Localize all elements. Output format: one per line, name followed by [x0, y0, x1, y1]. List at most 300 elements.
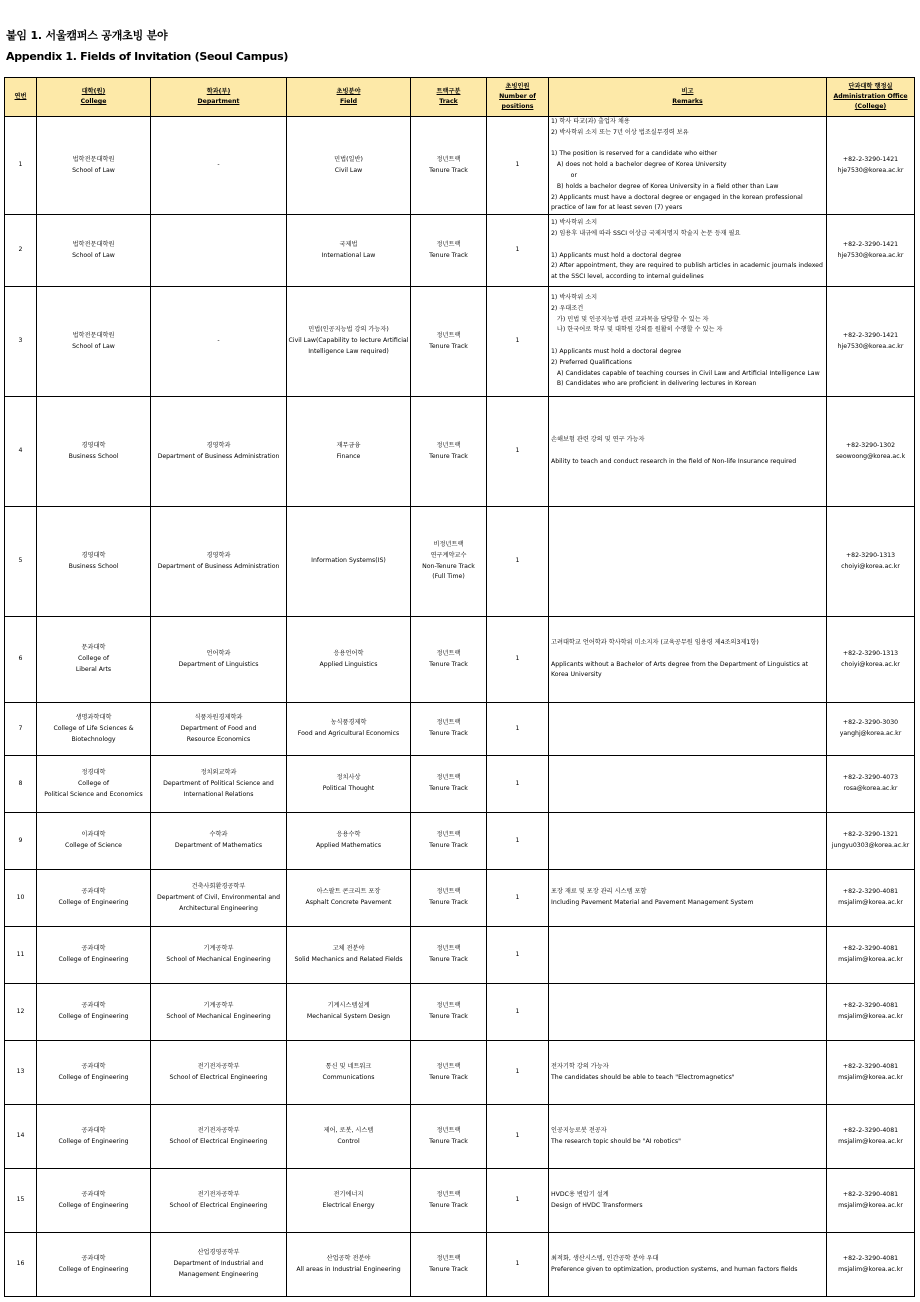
- cell-department: [151, 397, 287, 507]
- cell-field: [287, 984, 411, 1041]
- cell-track-line: 정년트랙: [436, 649, 461, 657]
- cell-field-line: 아스팔트 콘크리트 포장: [316, 888, 381, 896]
- cell-field: [287, 870, 411, 927]
- cell-college-line: College of Engineering: [58, 1137, 129, 1145]
- cell-remarks-line: 손해보험 관련 강의 및 연구 가능자: [551, 436, 645, 444]
- cell-field-line: Finance: [336, 452, 361, 460]
- cell-department-line: Department of Industrial and: [173, 1260, 264, 1268]
- cell-track-line: 정년트랙: [436, 1002, 461, 1010]
- cell-college-line: College of Engineering: [58, 1073, 129, 1081]
- table-row: [5, 813, 915, 870]
- cell-office: [827, 1233, 915, 1297]
- cell-field-line: All areas in Industrial Engineering: [296, 1265, 401, 1273]
- cell-office-line: hje7530@korea.ac.kr: [837, 342, 904, 350]
- cell-college-line: College of Science: [65, 842, 122, 850]
- cell-remarks-line: Preference given to optimization, production systems, and human factors fields: [551, 1265, 798, 1273]
- cell-department-line: Department of Food and: [180, 724, 257, 732]
- cell-department-line: 경영학과: [206, 441, 231, 449]
- cell-track-line: Tenure Track: [429, 785, 468, 793]
- cell-no: 6: [5, 617, 37, 703]
- cell-college-line: 공과대학: [81, 1254, 106, 1262]
- cell-department: [151, 813, 287, 870]
- cell-department-line: School of Electrical Engineering: [169, 1073, 268, 1081]
- cell-track-line: 정년트랙: [436, 888, 461, 896]
- cell-field-line: 국제법: [339, 240, 358, 248]
- cell-college: [37, 215, 151, 287]
- cell-department: [151, 215, 287, 287]
- header-department: 학과(부) Department: [151, 78, 287, 117]
- cell-office-line: +82-2-3290-1321: [842, 831, 899, 839]
- cell-positions: 1: [487, 703, 549, 756]
- cell-office-line: +82-2-3290-1421: [842, 155, 899, 163]
- table-row: [5, 1105, 915, 1169]
- cell-college-line: College of Life Sciences &: [53, 724, 134, 732]
- cell-college-line: School of Law: [72, 251, 115, 259]
- cell-track-line: Tenure Track: [429, 166, 468, 174]
- cell-office: [827, 870, 915, 927]
- cell-department-line: School of Mechanical Engineering: [166, 956, 271, 964]
- cell-no: 14: [5, 1105, 37, 1169]
- cell-department-line: 정치외교학과: [200, 768, 237, 776]
- table-row: [5, 1233, 915, 1297]
- cell-office: [827, 397, 915, 507]
- cell-no: 9: [5, 813, 37, 870]
- cell-field-line: 기계시스템설계: [327, 1002, 370, 1010]
- cell-college: [37, 870, 151, 927]
- cell-field-line: Information Systems(IS): [311, 557, 386, 565]
- cell-college-line: 공과대학: [81, 1190, 106, 1198]
- cell-remarks-line: 포장 재료 및 포장 관리 시스템 포함: [551, 888, 647, 896]
- header-positions: 초빙인원 Number of positions: [487, 78, 549, 117]
- cell-college-line: Biotechnology: [71, 735, 116, 743]
- cell-college-line: 문과대학: [81, 644, 106, 652]
- cell-office-line: msjalim@korea.ac.kr: [838, 1201, 903, 1209]
- cell-department-line: Department of Business Administration: [157, 452, 280, 460]
- cell-remarks-line: 1) 박사학위 소지: [551, 294, 598, 302]
- cell-track: [411, 927, 487, 984]
- cell-office-line: +82-3290-1302: [845, 441, 896, 449]
- cell-office-line: +82-2-3290-4081: [842, 1190, 899, 1198]
- cell-college: [37, 1233, 151, 1297]
- page-title-korean: 붙임 1. 서울캠퍼스 공개초빙 분야: [6, 29, 168, 42]
- cell-remarks-line: 인공지능로봇 전공자: [551, 1126, 607, 1134]
- cell-department-line: 식품자원경제학과: [194, 713, 243, 721]
- cell-office-line: +82-2-3290-1313: [842, 649, 899, 657]
- cell-office-line: msjalim@korea.ac.kr: [838, 1013, 903, 1021]
- cell-remarks-line: 고려대학교 언어학과 학사학위 미소지자 (교육공무원 임용령 제4조의3제1항): [551, 639, 759, 647]
- cell-no: 8: [5, 756, 37, 813]
- cell-field: [287, 1169, 411, 1233]
- cell-field-line: 응용언어학: [333, 649, 364, 657]
- table-row: [5, 756, 915, 813]
- cell-office: [827, 703, 915, 756]
- cell-track: [411, 1169, 487, 1233]
- cell-college: [37, 813, 151, 870]
- cell-remarks: [549, 215, 827, 287]
- cell-field: [287, 756, 411, 813]
- cell-track-line: Tenure Track: [429, 452, 468, 460]
- cell-department: [151, 1233, 287, 1297]
- cell-track-line: 정년트랙: [436, 945, 461, 953]
- cell-remarks-line: 가) 민법 및 인공지능법 관련 교과목을 담당할 수 있는 자: [551, 315, 709, 323]
- cell-positions: 1: [487, 927, 549, 984]
- cell-college-line: 이과대학: [81, 831, 106, 839]
- cell-field-line: Asphalt Concrete Pavement: [305, 899, 392, 907]
- cell-field-line: Communications: [322, 1073, 375, 1081]
- cell-department-line: [152, 245, 285, 256]
- cell-field: [287, 813, 411, 870]
- cell-office-line: +82-2-3290-4081: [842, 1254, 899, 1262]
- cell-department-line: -: [217, 337, 220, 345]
- cell-department: [151, 756, 287, 813]
- cell-remarks-line: Applicants without a Bachelor of Arts degree from the Department of Linguistics at Korea University: [551, 660, 811, 679]
- cell-track: [411, 703, 487, 756]
- cell-field-line: Civil Law: [334, 166, 363, 174]
- cell-field-line: Food and Agricultural Economics: [297, 730, 400, 738]
- cell-remarks-line: 2) Applicants must have a doctoral degree or engaged in the korean professional practice of law for at least seven (7) years: [551, 193, 805, 212]
- cell-field-line: Civil Law(Capability to lecture Artificial Intelligence Law required): [288, 337, 409, 356]
- cell-college-line: College of Engineering: [58, 1013, 129, 1021]
- cell-office: [827, 756, 915, 813]
- cell-no: 1: [5, 117, 37, 215]
- cell-college-line: 법학전문대학원: [72, 240, 115, 248]
- cell-office: [827, 1041, 915, 1105]
- cell-office: [827, 927, 915, 984]
- cell-remarks-line: 1) 학사 타교(과) 출업자 채용: [551, 118, 630, 125]
- cell-college: [37, 927, 151, 984]
- cell-track-line: Tenure Track: [429, 899, 468, 907]
- header-office: 단과대학 행정실 Administration Office (College): [827, 78, 915, 117]
- cell-remarks-line: Design of HVDC Transformers: [551, 1201, 643, 1209]
- cell-remarks: [549, 507, 827, 617]
- cell-college-line: 생명과학대학: [75, 713, 112, 721]
- cell-field: [287, 927, 411, 984]
- cell-field: [287, 1105, 411, 1169]
- cell-department: [151, 507, 287, 617]
- cell-college-line: 공과대학: [81, 1126, 106, 1134]
- cell-remarks-line: B) Candidates who are proficient in delivering lectures in Korean: [551, 380, 757, 388]
- cell-track: [411, 507, 487, 617]
- cell-remarks-line: [551, 240, 825, 251]
- cell-remarks-line: HVDC용 변압기 설계: [551, 1190, 609, 1198]
- cell-office-line: choiyi@korea.ac.kr: [841, 660, 900, 668]
- table-row: [5, 397, 915, 507]
- cell-office-line: +82-2-3290-4081: [842, 945, 899, 953]
- header-remarks: 비고 Remarks: [549, 78, 827, 117]
- cell-no: 5: [5, 507, 37, 617]
- cell-department-line: Department of Mathematics: [174, 842, 263, 850]
- cell-college-line: College of Engineering: [58, 1265, 129, 1273]
- cell-college: [37, 617, 151, 703]
- cell-track-line: (Full Time): [432, 573, 465, 581]
- cell-remarks: [549, 1233, 827, 1297]
- cell-remarks-line: or: [551, 171, 578, 179]
- cell-remarks-line: 나) 한국어로 학부 및 대학원 강의를 원활히 수행할 수 있는 자: [551, 326, 723, 334]
- cell-track-line: 정년트랙: [436, 155, 461, 163]
- cell-track-line: Tenure Track: [429, 342, 468, 350]
- cell-field-line: 정치사상: [336, 774, 361, 782]
- cell-remarks: [549, 870, 827, 927]
- cell-field: [287, 507, 411, 617]
- cell-no: 10: [5, 870, 37, 927]
- cell-office-line: hje7530@korea.ac.kr: [837, 166, 904, 174]
- cell-track-line: 정년트랙: [436, 1254, 461, 1262]
- cell-field: [287, 617, 411, 703]
- cell-remarks: [549, 813, 827, 870]
- cell-department: [151, 287, 287, 397]
- cell-department-line: Department of Linguistics: [178, 660, 259, 668]
- cell-office-line: +82-2-3290-4073: [842, 774, 899, 782]
- cell-positions: 1: [487, 813, 549, 870]
- table-body: [5, 117, 915, 1297]
- table-row: [5, 287, 915, 397]
- cell-field-line: 응용수학: [336, 831, 361, 839]
- cell-college-line: Political Science and Economics: [44, 790, 143, 798]
- cell-office: [827, 117, 915, 215]
- cell-track: [411, 397, 487, 507]
- cell-college: [37, 703, 151, 756]
- table-row: [5, 870, 915, 927]
- cell-office: [827, 984, 915, 1041]
- cell-remarks: [549, 984, 827, 1041]
- cell-field: [287, 287, 411, 397]
- cell-department: [151, 1105, 287, 1169]
- cell-track-line: Tenure Track: [429, 1073, 468, 1081]
- cell-positions: 1: [487, 507, 549, 617]
- cell-track-line: 연구계약교수: [430, 551, 467, 559]
- cell-college-line: 공과대학: [81, 945, 106, 953]
- cell-remarks-line: 2) 임용후 내규에 따라 SSCI 이상급 국제저명지 학술지 논문 등재 필요: [551, 230, 741, 238]
- cell-remarks-line: A) does not hold a bachelor degree of Korea University: [551, 161, 727, 169]
- cell-department-line: 전기전자공학부: [197, 1126, 240, 1134]
- cell-department-line: International Relations: [183, 790, 254, 798]
- cell-field: [287, 703, 411, 756]
- cell-track: [411, 1041, 487, 1105]
- cell-office: [827, 215, 915, 287]
- cell-college-line: 경영대학: [81, 441, 106, 449]
- table-row: [5, 1169, 915, 1233]
- cell-college-line: College of Engineering: [58, 899, 129, 907]
- cell-track-line: 정년트랙: [436, 331, 461, 339]
- cell-department-line: 기계공학부: [203, 1002, 234, 1010]
- table-row: [5, 927, 915, 984]
- cell-office-line: choiyi@korea.ac.kr: [841, 562, 900, 570]
- cell-track: [411, 617, 487, 703]
- cell-field: [287, 215, 411, 287]
- cell-department-line: 경영학과: [206, 551, 231, 559]
- table-row: [5, 507, 915, 617]
- cell-positions: 1: [487, 117, 549, 215]
- page-title-english: Appendix 1. Fields of Invitation (Seoul Campus): [6, 50, 289, 63]
- cell-remarks: [549, 287, 827, 397]
- cell-field-line: Political Thought: [322, 785, 375, 793]
- cell-track-line: 정년트랙: [436, 240, 461, 248]
- cell-college-line: School of Law: [72, 166, 115, 174]
- cell-remarks-line: 최적화, 생산시스템, 인간공학 분야 우대: [551, 1254, 659, 1262]
- cell-college: [37, 1105, 151, 1169]
- cell-positions: 1: [487, 1041, 549, 1105]
- cell-track-line: 정년트랙: [436, 1062, 461, 1070]
- cell-college-line: 공과대학: [81, 1002, 106, 1010]
- cell-department: [151, 1169, 287, 1233]
- cell-office: [827, 1105, 915, 1169]
- cell-college: [37, 756, 151, 813]
- cell-track: [411, 1233, 487, 1297]
- cell-remarks: [549, 1041, 827, 1105]
- header-field: 초빙분야 Field: [287, 78, 411, 117]
- cell-track-line: Tenure Track: [429, 956, 468, 964]
- cell-office-line: yanghj@korea.ac.kr: [839, 730, 902, 738]
- cell-track-line: Tenure Track: [429, 1265, 468, 1273]
- cell-track: [411, 984, 487, 1041]
- cell-remarks: [549, 117, 827, 215]
- cell-positions: 1: [487, 617, 549, 703]
- cell-department-line: Department of Civil, Environmental and: [156, 893, 281, 901]
- cell-office-line: rosa@korea.ac.kr: [843, 785, 898, 793]
- cell-college-line: 공과대학: [81, 1062, 106, 1070]
- cell-remarks: [549, 703, 827, 756]
- cell-track-line: 비정년트랙: [433, 541, 464, 549]
- cell-track-line: Tenure Track: [429, 660, 468, 668]
- cell-office-line: +82-2-3290-4081: [842, 888, 899, 896]
- cell-college: [37, 984, 151, 1041]
- cell-department: [151, 870, 287, 927]
- cell-department-line: 수학과: [209, 831, 228, 839]
- cell-remarks-line: Including Pavement Material and Pavement Management System: [551, 899, 754, 907]
- cell-track-line: Tenure Track: [429, 730, 468, 738]
- cell-remarks-line: 1) The position is reserved for a candidate who either: [551, 150, 718, 158]
- cell-positions: 1: [487, 984, 549, 1041]
- cell-field-line: Solid Mechanics and Related Fields: [294, 956, 403, 964]
- cell-field-line: 농식품경제학: [330, 719, 367, 727]
- cell-track-line: Tenure Track: [429, 842, 468, 850]
- cell-field-line: 산업공학 전분야: [326, 1254, 371, 1262]
- cell-department-line: Resource Economics: [186, 735, 251, 743]
- cell-office-line: +82-2-3290-3030: [842, 719, 899, 727]
- cell-remarks: [549, 1169, 827, 1233]
- cell-department-line: 건축사회환경공학부: [191, 882, 246, 890]
- cell-track: [411, 287, 487, 397]
- cell-office-line: msjalim@korea.ac.kr: [838, 1265, 903, 1273]
- cell-remarks-line: 2) 박사학위 소지 또는 7년 이상 법조실무경력 보유: [551, 128, 689, 136]
- cell-track: [411, 215, 487, 287]
- cell-office-line: +82-2-3290-1421: [842, 331, 899, 339]
- cell-remarks-line: B) holds a bachelor degree of Korea University in a field other than Law: [551, 182, 779, 190]
- cell-department: [151, 703, 287, 756]
- cell-field-line: Electrical Energy: [322, 1201, 375, 1209]
- cell-track-line: 정년트랙: [436, 774, 461, 782]
- cell-positions: 1: [487, 756, 549, 813]
- cell-no: 16: [5, 1233, 37, 1297]
- cell-remarks-line: [551, 336, 825, 347]
- cell-no: 4: [5, 397, 37, 507]
- cell-track: [411, 1105, 487, 1169]
- cell-track-line: Tenure Track: [429, 1013, 468, 1021]
- cell-department-line: 산업경영공학부: [197, 1249, 240, 1257]
- cell-field: [287, 1233, 411, 1297]
- cell-department-line: -: [217, 161, 220, 169]
- cell-remarks-line: 2) After appointment, they are required to publish articles in academic journals indexed at the SSCI level, according to internal guidelines: [551, 262, 825, 281]
- table-row: [5, 1041, 915, 1105]
- header-no: 연번: [5, 78, 37, 117]
- cell-college-line: College of Engineering: [58, 956, 129, 964]
- cell-remarks-line: The research topic should be "AI robotics": [551, 1137, 681, 1145]
- cell-office: [827, 617, 915, 703]
- cell-office-line: +82-3290-1313: [845, 551, 896, 559]
- cell-no: 3: [5, 287, 37, 397]
- cell-department: [151, 617, 287, 703]
- cell-college-line: 공과대학: [81, 888, 106, 896]
- cell-positions: 1: [487, 1169, 549, 1233]
- cell-no: 2: [5, 215, 37, 287]
- cell-remarks-line: The candidates should be able to teach "Electromagnetics": [551, 1073, 735, 1081]
- cell-track-line: 정년트랙: [436, 1190, 461, 1198]
- cell-track-line: Tenure Track: [429, 1201, 468, 1209]
- cell-college-line: College of: [77, 779, 110, 787]
- cell-department-line: Department of Political Science and: [163, 779, 274, 787]
- cell-no: 13: [5, 1041, 37, 1105]
- cell-field-line: Applied Mathematics: [315, 842, 382, 850]
- cell-field-line: 통신 및 네트워크: [325, 1062, 372, 1070]
- cell-field-line: International Law: [321, 251, 376, 259]
- cell-college-line: 법학전문대학원: [72, 155, 115, 163]
- cell-remarks-line: 1) Applicants must hold a doctoral degree: [551, 348, 682, 356]
- cell-office-line: jungyu0303@korea.ac.kr: [831, 842, 910, 850]
- cell-college-line: Liberal Arts: [75, 666, 112, 674]
- cell-field: [287, 1041, 411, 1105]
- cell-college: [37, 287, 151, 397]
- cell-field: [287, 117, 411, 215]
- cell-department-line: 기계공학부: [203, 945, 234, 953]
- cell-college-line: 정경대학: [81, 768, 106, 776]
- cell-remarks: [549, 397, 827, 507]
- cell-office-line: hje7530@korea.ac.kr: [837, 251, 904, 259]
- cell-office-line: +82-2-3290-4081: [842, 1126, 899, 1134]
- cell-track-line: Non-Tenure Track: [422, 562, 475, 570]
- cell-field-line: Mechanical System Design: [306, 1013, 391, 1021]
- cell-office-line: +82-2-3290-1421: [842, 240, 899, 248]
- cell-department-line: School of Mechanical Engineering: [166, 1013, 271, 1021]
- cell-no: 11: [5, 927, 37, 984]
- cell-department: [151, 984, 287, 1041]
- cell-field-line: Applied Linguistics: [319, 660, 378, 668]
- cell-office-line: +82-2-3290-4081: [842, 1062, 899, 1070]
- cell-office-line: seowoong@korea.ac.k: [835, 452, 906, 460]
- cell-department-line: School of Electrical Engineering: [169, 1201, 268, 1209]
- cell-college: [37, 397, 151, 507]
- cell-field-line: 고체 전분야: [332, 945, 365, 953]
- cell-department-line: 언어학과: [206, 649, 231, 657]
- table-row: [5, 117, 915, 215]
- cell-department-line: 전기전자공학부: [197, 1062, 240, 1070]
- cell-no: 15: [5, 1169, 37, 1233]
- cell-remarks: [549, 927, 827, 984]
- cell-college-line: College of: [77, 655, 110, 663]
- cell-remarks-line: A) Candidates capable of teaching courses in Civil Law and Artificial Intelligence Law: [551, 369, 820, 377]
- cell-track: [411, 813, 487, 870]
- header-college: 대학(원) College: [37, 78, 151, 117]
- cell-office: [827, 507, 915, 617]
- cell-track: [411, 870, 487, 927]
- cell-remarks: [549, 617, 827, 703]
- table-row: [5, 984, 915, 1041]
- table-row: [5, 617, 915, 703]
- cell-remarks-line: 1) Applicants must hold a doctoral degree: [551, 251, 682, 259]
- cell-college-line: College of Engineering: [58, 1201, 129, 1209]
- cell-college: [37, 507, 151, 617]
- cell-remarks-line: 2) Preferred Qualifications: [551, 358, 632, 366]
- cell-remarks-line: [551, 446, 825, 457]
